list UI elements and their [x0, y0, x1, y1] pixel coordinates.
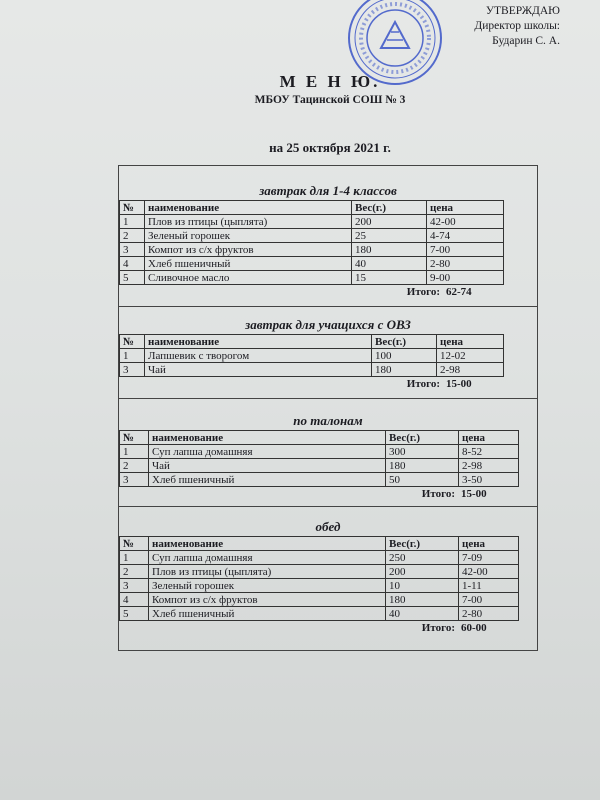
table-header-row	[120, 431, 519, 445]
menu-section-coupons	[119, 412, 537, 501]
cell: 4	[120, 593, 149, 607]
cell: 1	[120, 349, 145, 363]
director-name: Бударин С. А.	[492, 35, 560, 47]
cell: 3	[120, 473, 149, 487]
cell: Компот из с/х фруктов	[149, 593, 386, 607]
menu-table	[119, 536, 519, 621]
cell: 180	[352, 243, 427, 257]
menu-table	[119, 200, 504, 285]
table-row	[120, 215, 504, 229]
cell: 200	[386, 565, 459, 579]
col-price: цена	[427, 201, 504, 215]
section-title: по талонам	[293, 413, 363, 428]
cell: Сливочное масло	[145, 271, 352, 285]
cell: 4	[120, 257, 145, 271]
col-weight: Вес(г.)	[372, 335, 437, 349]
col-name: наименование	[145, 201, 352, 215]
cell: 4-74	[427, 229, 504, 243]
cell: 1	[120, 215, 145, 229]
table-row	[120, 565, 519, 579]
cell: 1-11	[459, 579, 519, 593]
col-name: наименование	[145, 335, 372, 349]
total-label: Итого:	[406, 378, 440, 390]
cell: Зеленый горошек	[149, 579, 386, 593]
cell: 2-98	[459, 459, 519, 473]
director-label: Директор школы:	[474, 20, 560, 32]
cell: 40	[352, 257, 427, 271]
total-label: Итого:	[421, 488, 455, 500]
cell: Суп лапша домашняя	[149, 551, 386, 565]
cell: 42-00	[427, 215, 504, 229]
col-name: наименование	[149, 431, 386, 445]
table-row	[120, 271, 504, 285]
section-total	[119, 377, 504, 391]
table-row	[120, 445, 519, 459]
cell: 7-09	[459, 551, 519, 565]
col-weight: Вес(г.)	[386, 431, 459, 445]
total-label: Итого:	[406, 286, 440, 298]
cell: 3	[120, 243, 145, 257]
cell: 100	[372, 349, 437, 363]
table-row	[120, 363, 504, 377]
table-header-row	[120, 537, 519, 551]
cell: 15	[352, 271, 427, 285]
col-weight: Вес(г.)	[386, 537, 459, 551]
menu-frame	[118, 165, 538, 651]
cell: Плов из птицы (цыплята)	[149, 565, 386, 579]
col-price: цена	[459, 537, 519, 551]
table-row	[120, 257, 504, 271]
cell: 50	[386, 473, 459, 487]
col-number: №	[120, 335, 145, 349]
cell: 40	[386, 607, 459, 621]
cell: 12-02	[437, 349, 504, 363]
section-total	[119, 487, 519, 501]
total-label: Итого:	[421, 622, 455, 634]
menu-table	[119, 334, 504, 377]
section-total	[119, 285, 504, 299]
cell: Суп лапша домашняя	[149, 445, 386, 459]
section-divider	[119, 398, 537, 399]
cell: 3	[120, 579, 149, 593]
cell: Хлеб пшеничный	[149, 473, 386, 487]
section-divider	[119, 306, 537, 307]
menu-table	[119, 430, 519, 487]
total-value: 15-00	[446, 378, 472, 390]
col-number: №	[120, 537, 149, 551]
table-row	[120, 593, 519, 607]
cell: 8-52	[459, 445, 519, 459]
total-value: 62-74	[446, 286, 472, 298]
table-row	[120, 349, 504, 363]
table-row	[120, 229, 504, 243]
col-weight: Вес(г.)	[352, 201, 427, 215]
menu-section-ovz	[119, 316, 537, 391]
section-title: обед	[315, 519, 341, 534]
total-value: 15-00	[461, 488, 487, 500]
cell: 250	[386, 551, 459, 565]
cell: Хлеб пшеничный	[145, 257, 352, 271]
cell: 2-80	[459, 607, 519, 621]
cell: 1	[120, 551, 149, 565]
col-price: цена	[459, 431, 519, 445]
table-header-row	[120, 201, 504, 215]
cell: 42-00	[459, 565, 519, 579]
section-title: завтрак для учащихся с ОВЗ	[245, 317, 411, 332]
menu-date: на 25 октября 2021 г.	[269, 140, 391, 155]
cell: 2	[120, 229, 145, 243]
table-row	[120, 579, 519, 593]
section-title: завтрак для 1-4 классов	[259, 183, 397, 198]
col-number: №	[120, 431, 149, 445]
cell: 180	[386, 593, 459, 607]
cell: 3	[120, 363, 145, 377]
cell: 5	[120, 271, 145, 285]
page-title: М Е Н Ю.	[279, 72, 381, 91]
approve-label: УТВЕРЖДАЮ	[485, 5, 560, 17]
cell: 2-80	[427, 257, 504, 271]
menu-section-lunch	[119, 518, 537, 635]
cell: 200	[352, 215, 427, 229]
cell: Хлеб пшеничный	[149, 607, 386, 621]
cell: Плов из птицы (цыплята)	[145, 215, 352, 229]
total-value: 60-00	[461, 622, 487, 634]
table-header-row	[120, 335, 504, 349]
table-row	[120, 459, 519, 473]
cell: 3-50	[459, 473, 519, 487]
cell: 10	[386, 579, 459, 593]
table-row	[120, 551, 519, 565]
cell: 2-98	[437, 363, 504, 377]
cell: 7-00	[427, 243, 504, 257]
cell: 2	[120, 459, 149, 473]
cell: Чай	[149, 459, 386, 473]
menu-section-breakfast	[119, 182, 537, 299]
table-row	[120, 473, 519, 487]
cell: Зеленый горошек	[145, 229, 352, 243]
cell: 7-00	[459, 593, 519, 607]
cell: Чай	[145, 363, 372, 377]
cell: 9-00	[427, 271, 504, 285]
col-name: наименование	[149, 537, 386, 551]
approval-block	[474, 4, 560, 49]
school-name: МБОУ Тацинской СОШ № 3	[254, 94, 406, 106]
section-total	[119, 621, 519, 635]
col-number: №	[120, 201, 145, 215]
section-divider	[119, 506, 537, 507]
col-price: цена	[437, 335, 504, 349]
table-row	[120, 243, 504, 257]
cell: 300	[386, 445, 459, 459]
cell: Лапшевик с творогом	[145, 349, 372, 363]
cell: Компот из с/х фруктов	[145, 243, 352, 257]
cell: 1	[120, 445, 149, 459]
cell: 25	[352, 229, 427, 243]
cell: 180	[372, 363, 437, 377]
table-row	[120, 607, 519, 621]
cell: 2	[120, 565, 149, 579]
cell: 5	[120, 607, 149, 621]
cell: 180	[386, 459, 459, 473]
